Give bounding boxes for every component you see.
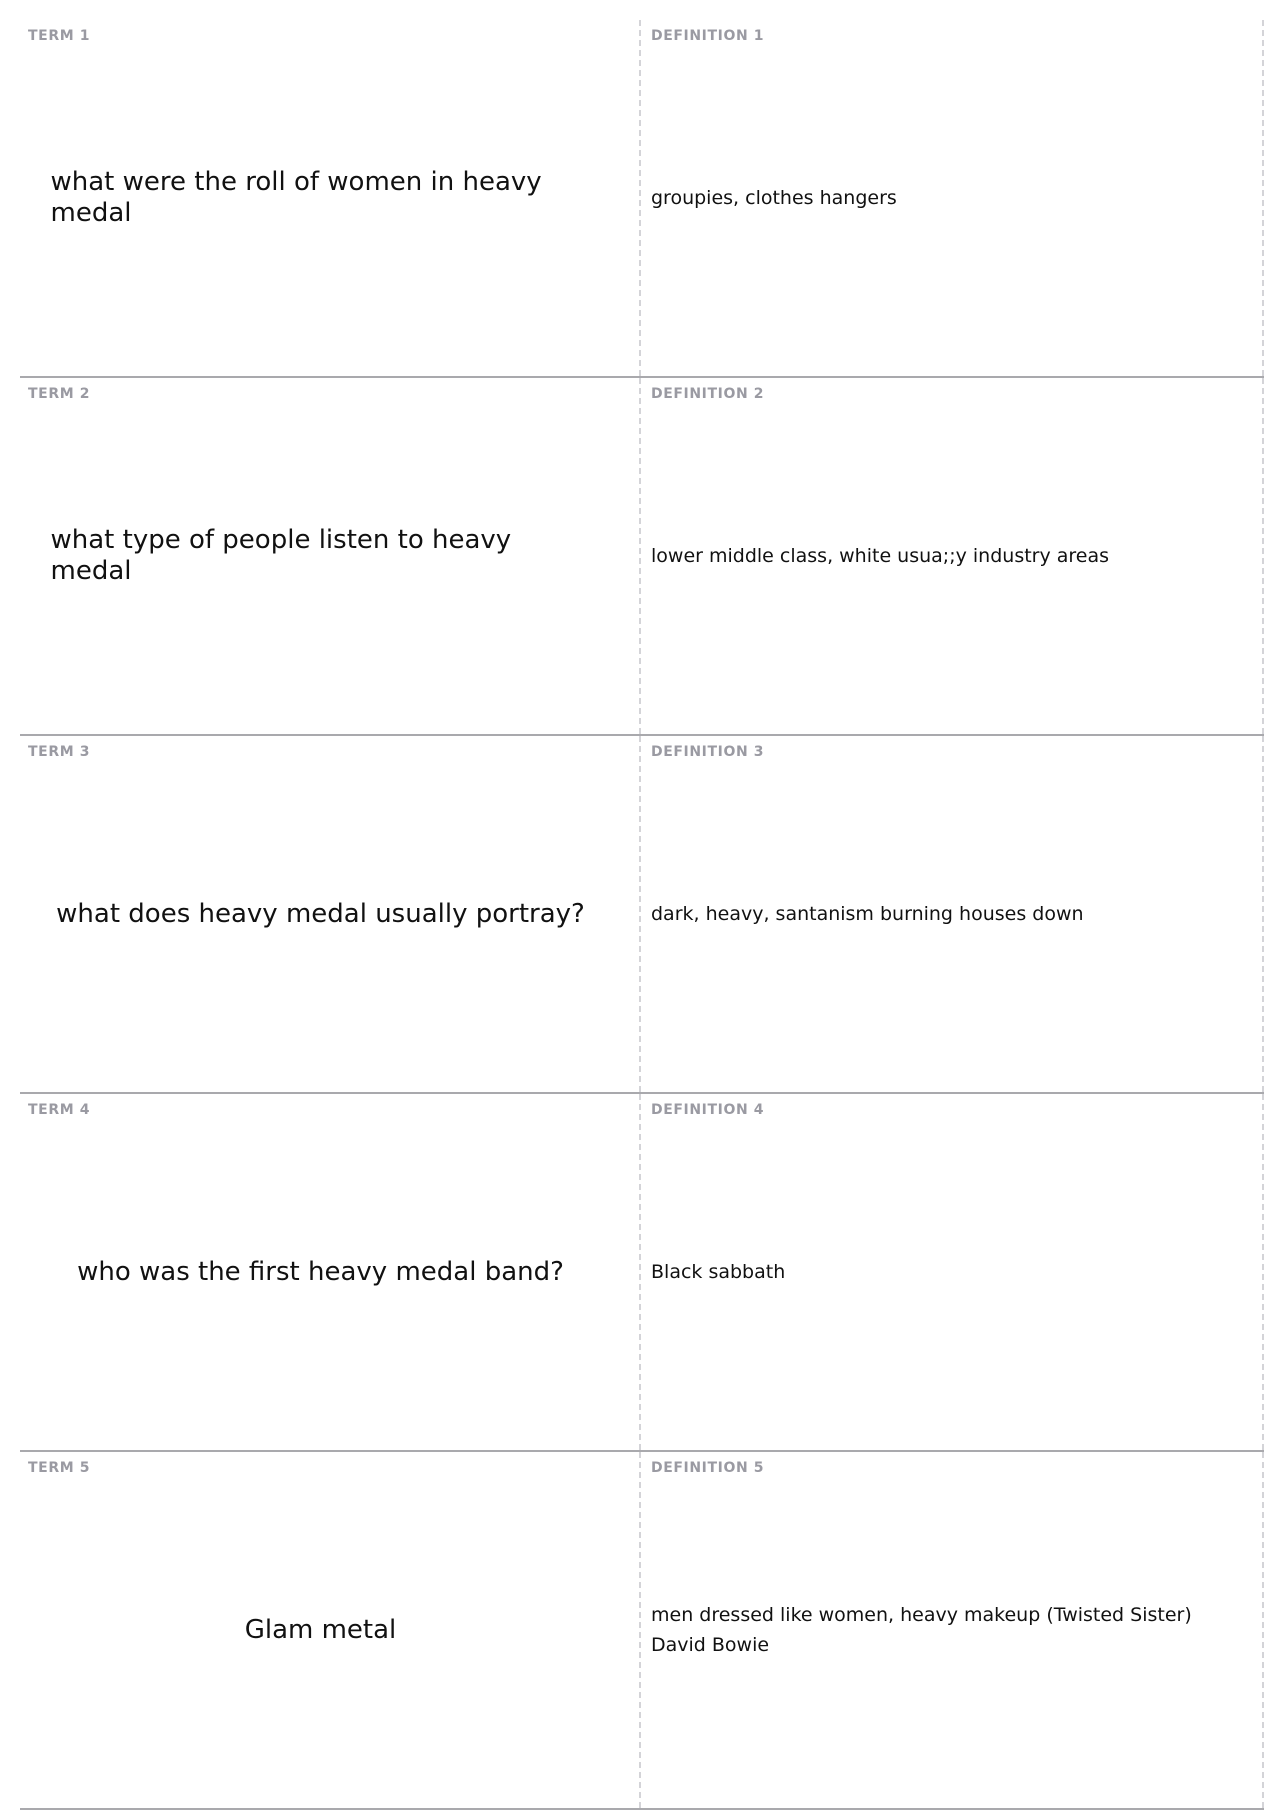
term-label: TERM 3 <box>28 744 91 760</box>
definition-cell <box>641 378 1264 734</box>
flashcard-row <box>20 736 1264 1094</box>
term-label: TERM 5 <box>28 1460 91 1476</box>
term-text: what does heavy medal usually portray? <box>56 898 585 929</box>
definition-label: DEFINITION 3 <box>651 744 765 760</box>
definition-text: lower middle class, white usua;;y industry areas <box>651 545 1110 567</box>
flashcard-row <box>20 1094 1264 1452</box>
definition-text: Black sabbath <box>651 1261 786 1283</box>
term-text: what were the roll of women in heavy medal <box>50 167 542 228</box>
flashcard-row <box>20 20 1264 378</box>
term-text: what type of people listen to heavy medal <box>50 525 512 586</box>
definition-text: dark, heavy, santanism burning houses down <box>651 903 1084 925</box>
term-text: Glam metal <box>244 1614 397 1645</box>
term-cell <box>20 736 641 1092</box>
definition-text: groupies, clothes hangers <box>651 187 897 209</box>
definition-label: DEFINITION 5 <box>651 1460 765 1476</box>
term-cell <box>20 1452 641 1808</box>
definition-cell <box>641 1452 1264 1808</box>
term-text: who was the first heavy medal band? <box>77 1256 564 1287</box>
term-cell <box>20 378 641 734</box>
term-label: TERM 2 <box>28 386 91 402</box>
term-label: TERM 4 <box>28 1102 91 1118</box>
flashcard-row <box>20 378 1264 736</box>
definition-cell <box>641 1094 1264 1450</box>
term-label: TERM 1 <box>28 28 91 44</box>
definition-label: DEFINITION 2 <box>651 386 765 402</box>
definition-cell <box>641 20 1264 376</box>
flashcard-sheet <box>20 20 1264 1810</box>
flashcard-row <box>20 1452 1264 1810</box>
term-cell <box>20 20 641 376</box>
definition-text: men dressed like women, heavy makeup (Twisted Sister) David Bowie <box>651 1604 1192 1656</box>
definition-cell <box>641 736 1264 1092</box>
term-cell <box>20 1094 641 1450</box>
definition-label: DEFINITION 4 <box>651 1102 765 1118</box>
definition-label: DEFINITION 1 <box>651 28 765 44</box>
